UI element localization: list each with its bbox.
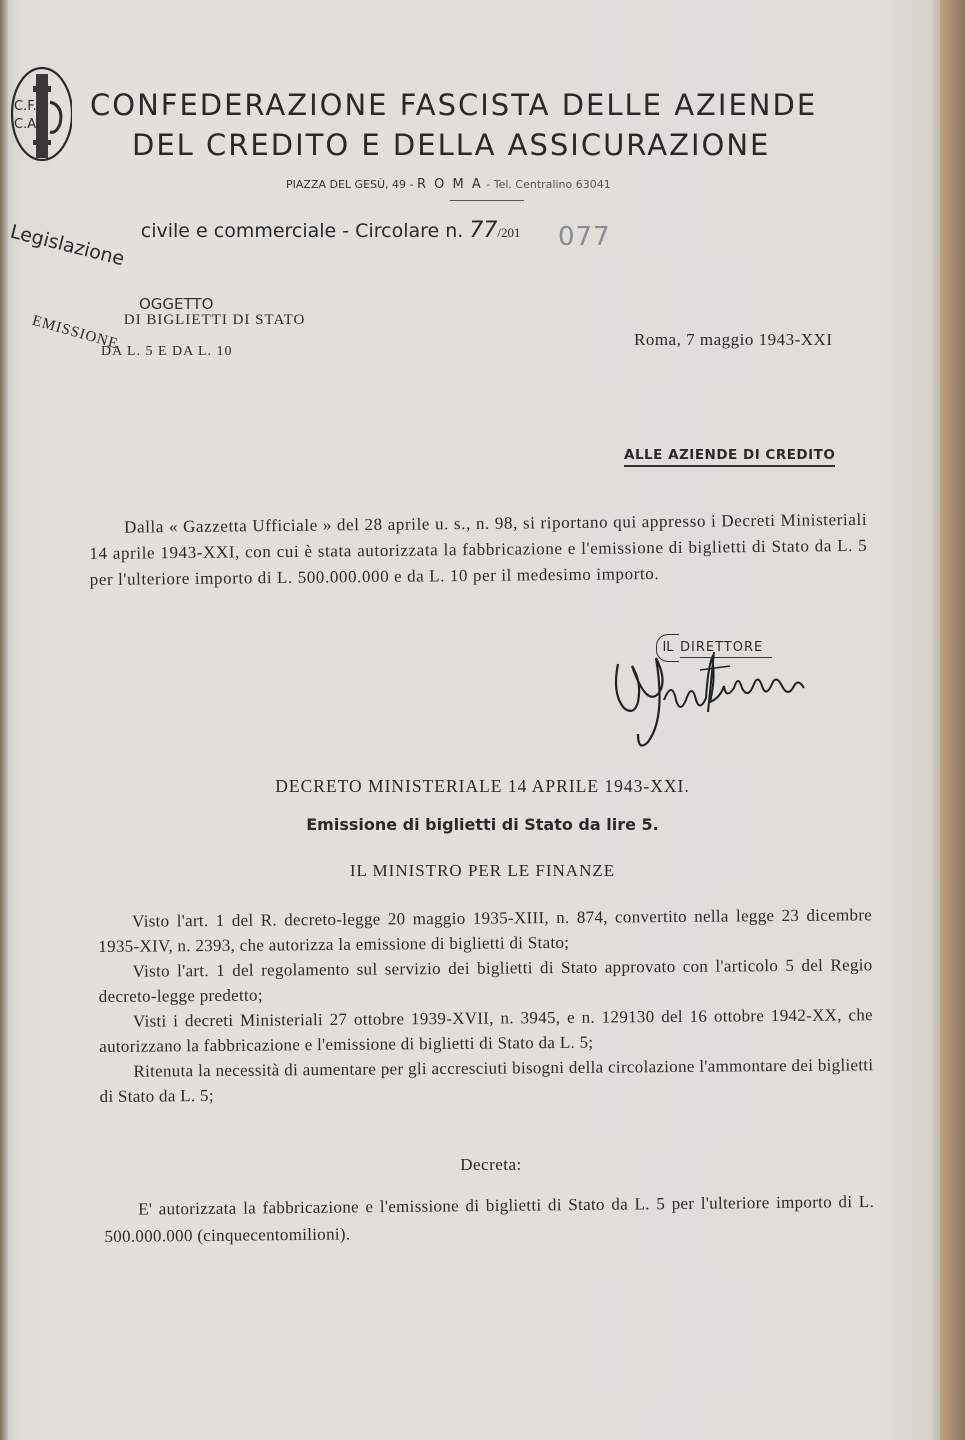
header-line-2: DEL CREDITO E DELLA ASSICURAZIONE — [132, 128, 771, 162]
handwritten-number: 077 — [558, 222, 611, 252]
circolare-legislazione: Legislazione — [8, 220, 127, 271]
circolare-number: 77 — [469, 218, 498, 243]
decree-paragraph: Ritenuta la necessità di aumentare per gli accresciuti bisogni della circolazione l'ammontare dei biglietti di Stato da L. 5; — [99, 1055, 874, 1106]
confederation-logo — [6, 66, 72, 166]
oggetto-label: OGGETTO — [139, 295, 214, 313]
circolare-subnumber: /201 — [497, 225, 521, 240]
circolare-line — [8, 218, 521, 271]
address-street: PIAZZA DEL GESÙ, 49 - — [286, 178, 418, 191]
oggetto-first-word: EMISSIONE — [30, 312, 121, 353]
oggetto-rest: DI BIGLIETTI DI STATO — [119, 312, 306, 328]
decree-paragraph: Visti i decreti Ministeriali 27 ottobre 1939-XVII, n. 3945, e n. 129130 del 16 ottobre 1942-XX, che autorizzano la fabbricazione e l'emissione di biglietti di Stato da L. 5; — [99, 1005, 874, 1056]
header-address — [286, 177, 611, 192]
decree-paragraph: Visto l'art. 1 del regolamento sul servizio dei biglietti di Stato approvato con l'articolo 5 del Regio decreto-legge predetto; — [98, 955, 873, 1006]
circolare-text: civile e commerciale - Circolare n. — [134, 220, 470, 242]
svg-text:C.A.: C.A. — [14, 117, 41, 132]
handwritten-signature — [604, 640, 864, 750]
decree-paragraph: Visto l'art. 1 del R. decreto-legge 20 maggio 1935-XIII, n. 874, convertito nella legge 23 dicembre 1935-XIV, n. 2393, che autorizza la emissione di biglietti di Stato; — [98, 905, 873, 956]
decree-title: DECRETO MINISTERIALE 14 APRILE 1943-XXI. — [275, 776, 690, 796]
address-rule — [450, 200, 524, 201]
addressee: ALLE AZIENDE DI CREDITO — [624, 447, 835, 467]
binding-edge — [0, 0, 8, 1440]
address-telephone: - Tel. Centralino 63041 — [482, 178, 611, 191]
address-city: R O M A — [417, 177, 483, 192]
place-date: Roma, 7 maggio 1943-XXI — [634, 330, 833, 349]
final-paragraph: E' autorizzata la fabbricazione e l'emissione di biglietti di Stato da L. 5 per l'ulteriore importo di L. 500.000.000 (cinquecentomilioni). — [104, 1191, 875, 1246]
decree-body — [98, 902, 874, 1109]
signature-prefix: IL — [656, 634, 679, 662]
svg-text:C.F.: C.F. — [14, 99, 37, 114]
decreta-heading: Decreta: — [460, 1155, 522, 1174]
final-paragraph-block — [104, 1188, 875, 1250]
intro-paragraph: Dalla « Gazzetta Ufficiale » del 28 aprile u. s., n. 98, si riportano qui appresso i Decreti Ministeriali 14 aprile 1943-XXI, con cui è stata autorizzata la fabbricazione e l'emissione di biglietti di Stato da L. 5 per l'ulteriore importo di L. 500.000.000 e da L. 10 per il medesimo importo. — [89, 509, 868, 589]
signature-title: DIRETTORE — [680, 640, 764, 655]
decree-subtitle: Emissione di biglietti di Stato da lire 5. — [306, 815, 659, 834]
page-edge — [940, 0, 965, 1440]
header-line-1: CONFEDERAZIONE FASCISTA DELLE AZIENDE — [90, 88, 818, 122]
minister-heading: IL MINISTRO PER LE FINANZE — [349, 861, 616, 880]
oggetto-line-2: DA L. 5 E DA L. 10 — [101, 344, 233, 359]
